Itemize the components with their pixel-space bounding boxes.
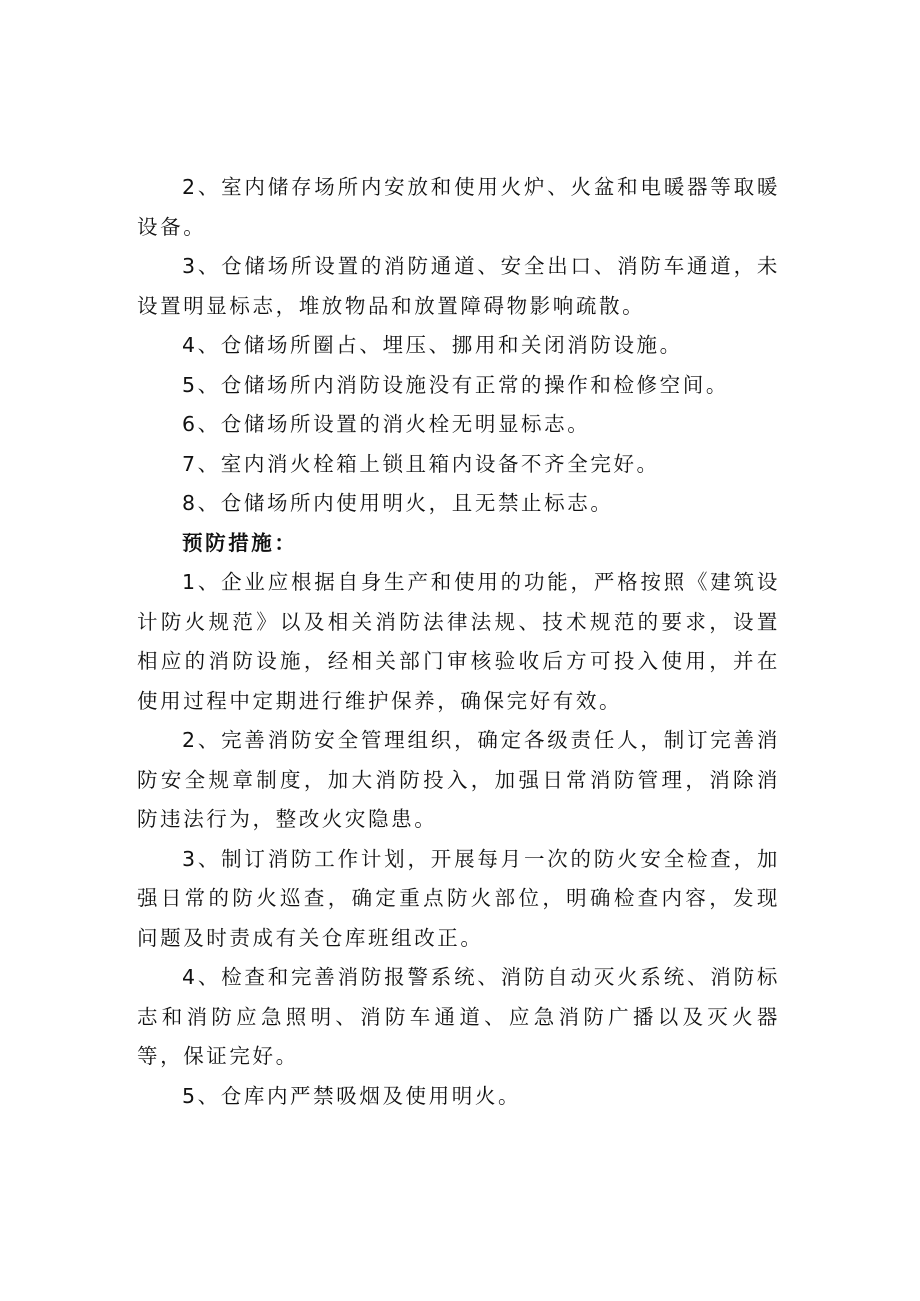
measure-item-5: 5、仓库内严禁吸烟及使用明火。 bbox=[182, 1083, 522, 1108]
measure-item-2: 2、完善消防安全管理组织，确定各级责任人，制订完善消防安全规章制度，加大消防投入，加强日常消防管理，消除消防违法行为，整改火灾隐患。 bbox=[137, 728, 780, 831]
measure-item-1: 1、企业应根据自身生产和使用的功能，严格按照《建筑设计防火规范》以及相关消防法律法规、技术规范的要求，设置相应的消防设施，经相关部门审核验收后方可投入使用，并在使用过程中定期进行维护保养，确保完好有效。 bbox=[137, 570, 780, 713]
hazard-item-4: 4、仓储场所圈占、埋压、挪用和关闭消防设施。 bbox=[182, 333, 683, 357]
measure-item-4: 4、检查和完善消防报警系统、消防自动灭火系统、消防标志和消防应急照明、消防车通道、应急消防广播以及灭火器等，保证完好。 bbox=[137, 965, 780, 1068]
hazard-item-8: 8、仓储场所内使用明火，且无禁止标志。 bbox=[182, 491, 614, 515]
hazard-item-6: 6、仓储场所设置的消火栓无明显标志。 bbox=[182, 412, 591, 436]
hazard-item-3: 3、仓储场所设置的消防通道、安全出口、消防车通道，未设置明显标志，堆放物品和放置障碍物影响疏散。 bbox=[137, 254, 780, 318]
measures-heading: 预防措施： bbox=[182, 530, 298, 555]
hazard-item-7: 7、室内消火栓箱上锁且箱内设备不齐全完好。 bbox=[182, 451, 660, 476]
hazard-item-2: 2、室内储存场所内安放和使用火炉、火盆和电暖器等取暖设备。 bbox=[137, 175, 780, 239]
hazard-item-5: 5、仓储场所内消防设施没有正常的操作和检修空间。 bbox=[182, 372, 729, 397]
measure-item-3: 3、制订消防工作计划，开展每月一次的防火安全检查，加强日常的防火巡查，确定重点防火部位，明确检查内容，发现问题及时责成有关仓库班组改正。 bbox=[137, 846, 780, 950]
document-body bbox=[137, 168, 780, 1116]
